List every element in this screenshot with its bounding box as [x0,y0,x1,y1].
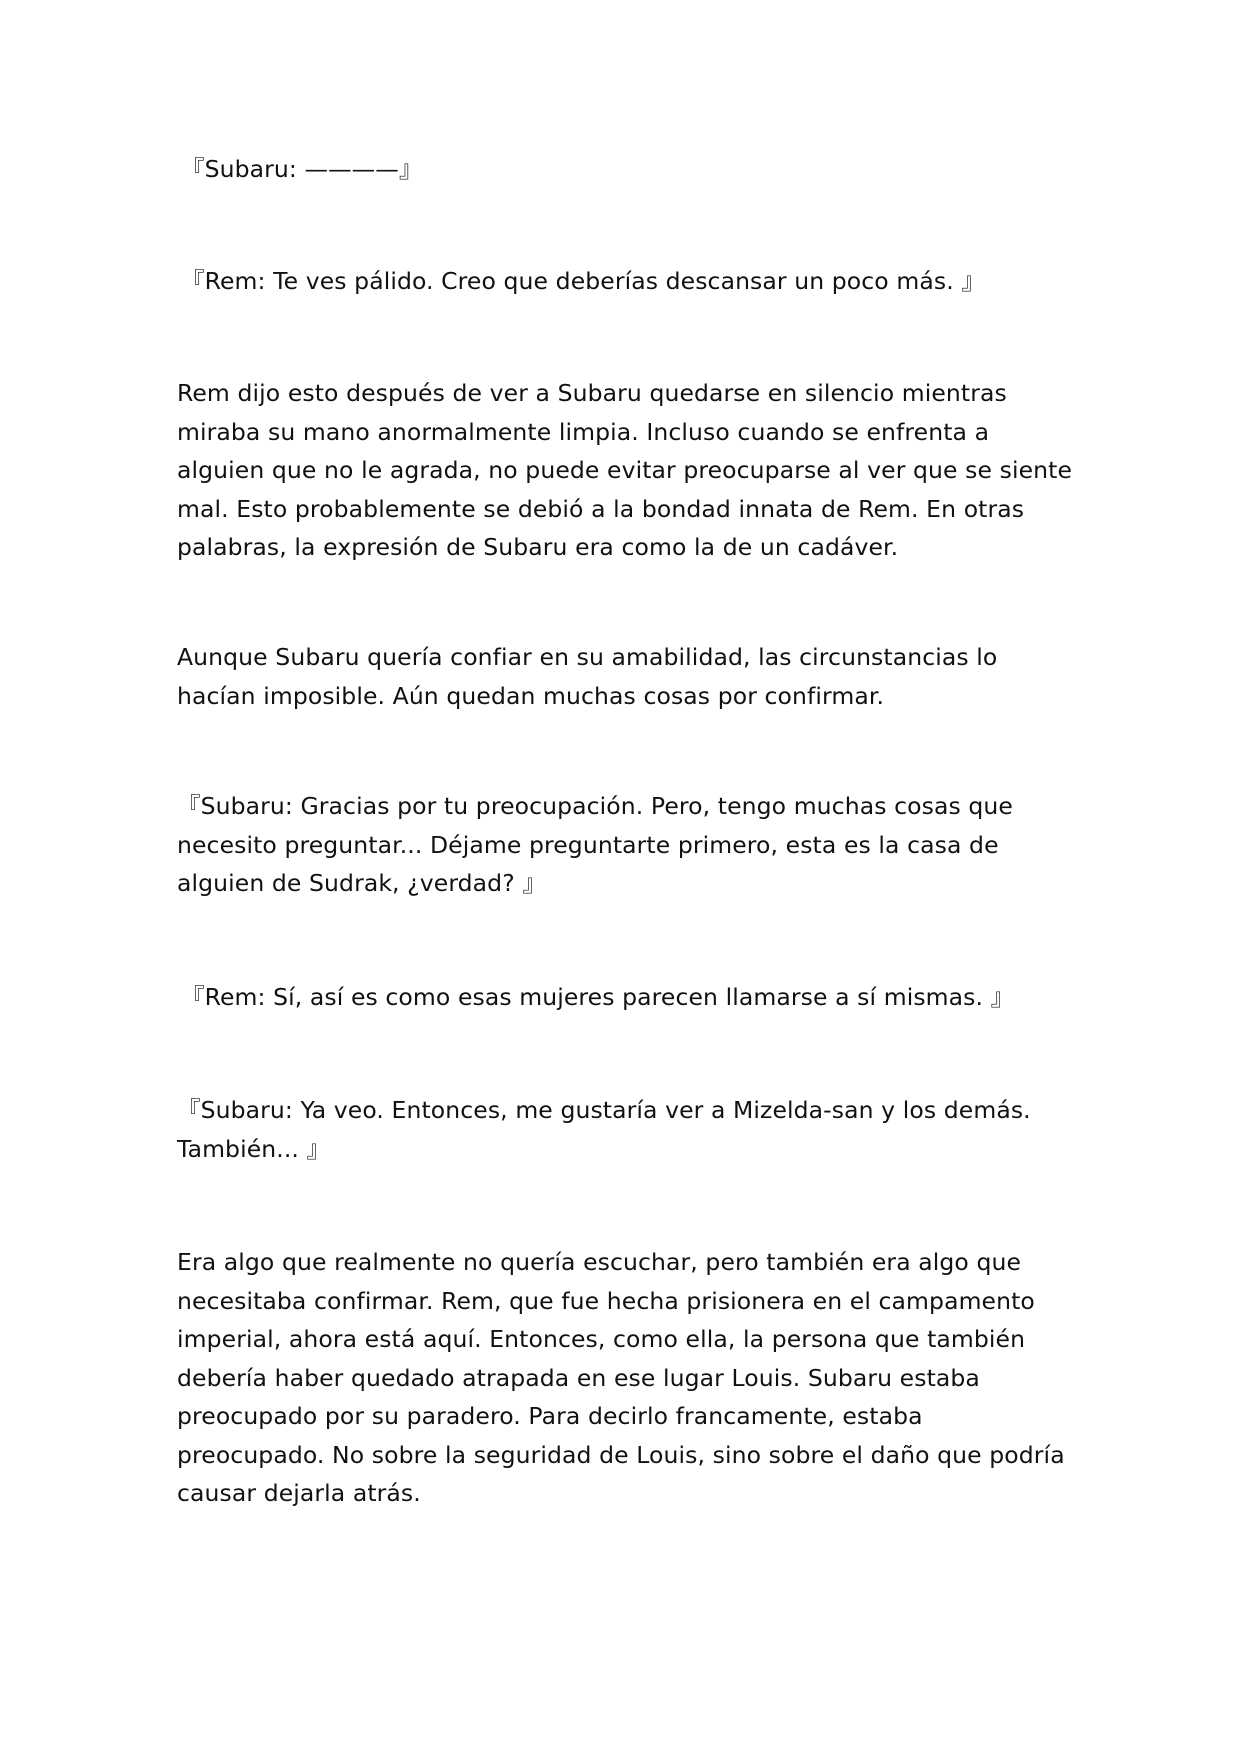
narration-paragraph-1: Rem dijo esto después de ver a Subaru quedarse en silencio mientras miraba su mano anormalmente limpia. Incluso cuando se enfrenta a alguien que no le agrada, no puede evitar preocuparse al ver que se siente mal. Esto probablemente se debió a la bondad innata de Rem. En otras palabras, la expresión de Subaru era como la de un cadáver. [177,379,1073,561]
dialogue-rem-1: 『Rem: Te ves pálido. Creo que deberías descansar un poco más. 』 [181,267,985,295]
dialogue-subaru-3: 『Subaru: Ya veo. Entonces, me gustaría ver a Mizelda-san y los demás. También... 』 [177,1096,1031,1163]
dialogue-rem-2: 『Rem: Sí, así es como esas mujeres parecen llamarse a sí mismas. 』 [181,983,1015,1011]
dialogue-subaru-2: 『Subaru: Gracias por tu preocupación. Pero, tengo muchas cosas que necesito preguntar... Déjame preguntarte primero, esta es la casa de alguien de Sudrak, ¿verdad? 』 [177,792,1013,897]
narration-paragraph-2: Aunque Subaru quería confiar en su amabilidad, las circunstancias lo hacían imposible. Aún quedan muchas cosas por confirmar. [177,643,998,710]
narration-paragraph-3: Era algo que realmente no quería escuchar, pero también era algo que necesitaba confirmar. Rem, que fue hecha prisionera en el campamento imperial, ahora está aquí. Entonces, como ella, la persona que también debería haber quedado atrapada en ese lugar Louis. Subaru estaba preocupado por su paradero. Para decirlo francamente, estaba preocupado. No sobre la seguridad de Louis, sino sobre el daño que podría causar dejarla atrás. [177,1248,1065,1507]
dialogue-subaru-1: 『Subaru: ————』 [181,155,423,183]
